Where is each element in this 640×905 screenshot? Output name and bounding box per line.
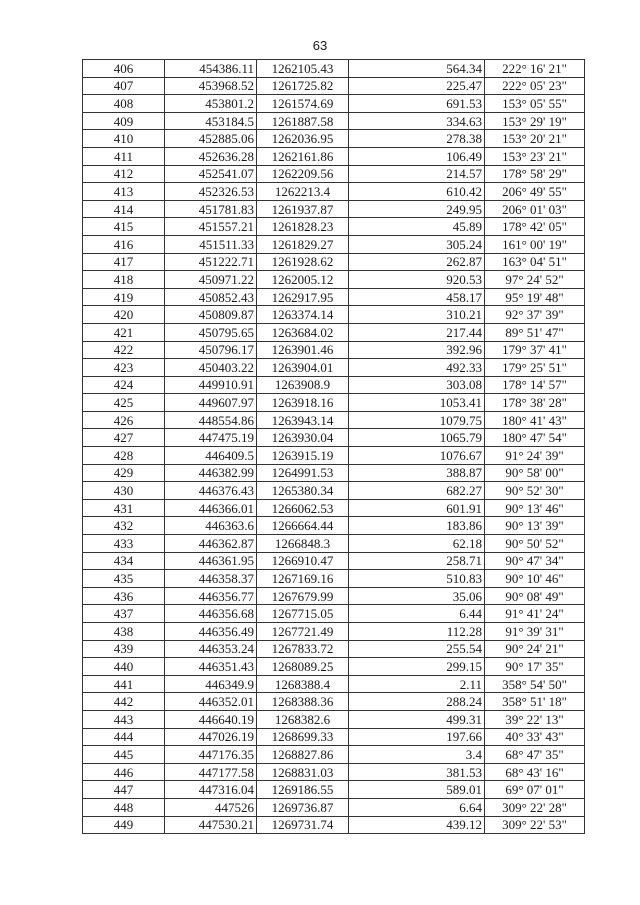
table-row <box>83 798 585 816</box>
x-coordinate-cell: 447526 <box>165 798 257 816</box>
table-row <box>83 200 585 218</box>
table-row <box>83 447 585 465</box>
y-coordinate-cell: 1269186.55 <box>257 781 349 799</box>
bearing-cell: 91° 39' 31" <box>485 623 585 641</box>
y-coordinate-cell: 1268388.36 <box>257 693 349 711</box>
table-row <box>83 165 585 183</box>
distance-cell: 106.49 <box>349 147 485 165</box>
point-number-cell: 433 <box>83 535 165 553</box>
table-row <box>83 218 585 236</box>
table-row <box>83 570 585 588</box>
y-coordinate-cell: 1263915.19 <box>257 447 349 465</box>
x-coordinate-cell: 446349.9 <box>165 675 257 693</box>
point-number-cell: 408 <box>83 95 165 113</box>
x-coordinate-cell: 448554.86 <box>165 411 257 429</box>
y-coordinate-cell: 1261829.27 <box>257 235 349 253</box>
table-row <box>83 464 585 482</box>
table-row <box>83 781 585 799</box>
point-number-cell: 410 <box>83 130 165 148</box>
distance-cell: 255.54 <box>349 640 485 658</box>
distance-cell: 258.71 <box>349 552 485 570</box>
bearing-cell: 90° 47' 34" <box>485 552 585 570</box>
table-row <box>83 271 585 289</box>
x-coordinate-cell: 446362.87 <box>165 535 257 553</box>
table-row <box>83 587 585 605</box>
point-number-cell: 409 <box>83 112 165 130</box>
distance-cell: 262.87 <box>349 253 485 271</box>
x-coordinate-cell: 452636.28 <box>165 147 257 165</box>
y-coordinate-cell: 1267715.05 <box>257 605 349 623</box>
table-row <box>83 235 585 253</box>
bearing-cell: 40° 33' 43" <box>485 728 585 746</box>
distance-cell: 392.96 <box>349 341 485 359</box>
distance-cell: 217.44 <box>349 323 485 341</box>
table-row <box>83 411 585 429</box>
y-coordinate-cell: 1261828.23 <box>257 218 349 236</box>
point-number-cell: 447 <box>83 781 165 799</box>
table-row <box>83 710 585 728</box>
point-number-cell: 435 <box>83 570 165 588</box>
table-row <box>83 535 585 553</box>
bearing-cell: 309° 22' 28" <box>485 798 585 816</box>
point-number-cell: 416 <box>83 235 165 253</box>
table-row <box>83 376 585 394</box>
bearing-cell: 163° 04' 51" <box>485 253 585 271</box>
y-coordinate-cell: 1268382.6 <box>257 710 349 728</box>
x-coordinate-cell: 450796.17 <box>165 341 257 359</box>
distance-cell: 381.53 <box>349 763 485 781</box>
distance-cell: 305.24 <box>349 235 485 253</box>
point-number-cell: 422 <box>83 341 165 359</box>
y-coordinate-cell: 1268089.25 <box>257 658 349 676</box>
table-row <box>83 658 585 676</box>
point-number-cell: 442 <box>83 693 165 711</box>
bearing-cell: 90° 24' 21" <box>485 640 585 658</box>
bearing-cell: 179° 37' 41" <box>485 341 585 359</box>
table-row <box>83 640 585 658</box>
x-coordinate-cell: 446409.5 <box>165 447 257 465</box>
table-row <box>83 394 585 412</box>
bearing-cell: 68° 43' 16" <box>485 763 585 781</box>
distance-cell: 6.44 <box>349 605 485 623</box>
bearing-cell: 178° 38' 28" <box>485 394 585 412</box>
x-coordinate-cell: 453968.52 <box>165 77 257 95</box>
x-coordinate-cell: 446366.01 <box>165 499 257 517</box>
distance-cell: 499.31 <box>349 710 485 728</box>
point-number-cell: 431 <box>83 499 165 517</box>
distance-cell: 589.01 <box>349 781 485 799</box>
point-number-cell: 448 <box>83 798 165 816</box>
x-coordinate-cell: 451222.71 <box>165 253 257 271</box>
y-coordinate-cell: 1269736.87 <box>257 798 349 816</box>
distance-cell: 35.06 <box>349 587 485 605</box>
distance-cell: 610.42 <box>349 183 485 201</box>
distance-cell: 334.63 <box>349 112 485 130</box>
bearing-cell: 178° 58' 29" <box>485 165 585 183</box>
bearing-cell: 179° 25' 51" <box>485 359 585 377</box>
table-row <box>83 341 585 359</box>
point-number-cell: 444 <box>83 728 165 746</box>
bearing-cell: 90° 17' 35" <box>485 658 585 676</box>
y-coordinate-cell: 1262213.4 <box>257 183 349 201</box>
table-row <box>83 112 585 130</box>
y-coordinate-cell: 1263684.02 <box>257 323 349 341</box>
y-coordinate-cell: 1263908.9 <box>257 376 349 394</box>
bearing-cell: 68° 47' 35" <box>485 746 585 764</box>
y-coordinate-cell: 1263374.14 <box>257 306 349 324</box>
y-coordinate-cell: 1261887.58 <box>257 112 349 130</box>
y-coordinate-cell: 1264991.53 <box>257 464 349 482</box>
bearing-cell: 309° 22' 53" <box>485 816 585 834</box>
point-number-cell: 428 <box>83 447 165 465</box>
table-row <box>83 746 585 764</box>
table-row <box>83 147 585 165</box>
bearing-cell: 153° 29' 19" <box>485 112 585 130</box>
distance-cell: 1065.79 <box>349 429 485 447</box>
bearing-cell: 69° 07' 01" <box>485 781 585 799</box>
table-row <box>83 482 585 500</box>
bearing-cell: 206° 49' 55" <box>485 183 585 201</box>
distance-cell: 288.24 <box>349 693 485 711</box>
x-coordinate-cell: 452885.06 <box>165 130 257 148</box>
bearing-cell: 90° 10' 46" <box>485 570 585 588</box>
distance-cell: 249.95 <box>349 200 485 218</box>
bearing-cell: 91° 24' 39" <box>485 447 585 465</box>
y-coordinate-cell: 1267833.72 <box>257 640 349 658</box>
x-coordinate-cell: 447176.35 <box>165 746 257 764</box>
x-coordinate-cell: 446361.95 <box>165 552 257 570</box>
bearing-cell: 178° 14' 57" <box>485 376 585 394</box>
x-coordinate-cell: 452326.53 <box>165 183 257 201</box>
bearing-cell: 153° 23' 21" <box>485 147 585 165</box>
x-coordinate-cell: 447177.58 <box>165 763 257 781</box>
point-number-cell: 418 <box>83 271 165 289</box>
x-coordinate-cell: 450852.43 <box>165 288 257 306</box>
distance-cell: 278.38 <box>349 130 485 148</box>
bearing-cell: 180° 47' 54" <box>485 429 585 447</box>
table-row <box>83 499 585 517</box>
point-number-cell: 436 <box>83 587 165 605</box>
table-row <box>83 306 585 324</box>
distance-cell: 458.17 <box>349 288 485 306</box>
y-coordinate-cell: 1261725.82 <box>257 77 349 95</box>
distance-cell: 1079.75 <box>349 411 485 429</box>
distance-cell: 492.33 <box>349 359 485 377</box>
y-coordinate-cell: 1263904.01 <box>257 359 349 377</box>
point-number-cell: 414 <box>83 200 165 218</box>
point-number-cell: 426 <box>83 411 165 429</box>
distance-cell: 691.53 <box>349 95 485 113</box>
point-number-cell: 421 <box>83 323 165 341</box>
x-coordinate-cell: 451781.83 <box>165 200 257 218</box>
y-coordinate-cell: 1265380.34 <box>257 482 349 500</box>
x-coordinate-cell: 446356.49 <box>165 623 257 641</box>
coordinates-table-body <box>83 60 585 834</box>
point-number-cell: 407 <box>83 77 165 95</box>
y-coordinate-cell: 1267169.16 <box>257 570 349 588</box>
point-number-cell: 411 <box>83 147 165 165</box>
bearing-cell: 153° 05' 55" <box>485 95 585 113</box>
point-number-cell: 443 <box>83 710 165 728</box>
table-row <box>83 77 585 95</box>
table-row <box>83 95 585 113</box>
bearing-cell: 89° 51' 47" <box>485 323 585 341</box>
x-coordinate-cell: 446363.6 <box>165 517 257 535</box>
distance-cell: 183.86 <box>349 517 485 535</box>
distance-cell: 303.08 <box>349 376 485 394</box>
point-number-cell: 413 <box>83 183 165 201</box>
distance-cell: 439.12 <box>349 816 485 834</box>
bearing-cell: 180° 41' 43" <box>485 411 585 429</box>
page-number: 63 <box>312 38 328 53</box>
point-number-cell: 440 <box>83 658 165 676</box>
distance-cell: 197.66 <box>349 728 485 746</box>
point-number-cell: 420 <box>83 306 165 324</box>
table-row <box>83 763 585 781</box>
x-coordinate-cell: 447316.04 <box>165 781 257 799</box>
point-number-cell: 445 <box>83 746 165 764</box>
point-number-cell: 423 <box>83 359 165 377</box>
x-coordinate-cell: 446640.19 <box>165 710 257 728</box>
distance-cell: 510.83 <box>349 570 485 588</box>
distance-cell: 62.18 <box>349 535 485 553</box>
bearing-cell: 90° 13' 46" <box>485 499 585 517</box>
bearing-cell: 39° 22' 13" <box>485 710 585 728</box>
point-number-cell: 434 <box>83 552 165 570</box>
y-coordinate-cell: 1263918.16 <box>257 394 349 412</box>
bearing-cell: 97° 24' 52" <box>485 271 585 289</box>
y-coordinate-cell: 1263901.46 <box>257 341 349 359</box>
bearing-cell: 91° 41' 24" <box>485 605 585 623</box>
point-number-cell: 425 <box>83 394 165 412</box>
x-coordinate-cell: 452541.07 <box>165 165 257 183</box>
table-row <box>83 816 585 834</box>
bearing-cell: 178° 42' 05" <box>485 218 585 236</box>
table-row <box>83 693 585 711</box>
point-number-cell: 438 <box>83 623 165 641</box>
x-coordinate-cell: 447530.21 <box>165 816 257 834</box>
table-row <box>83 675 585 693</box>
x-coordinate-cell: 450403.22 <box>165 359 257 377</box>
y-coordinate-cell: 1262105.43 <box>257 60 349 78</box>
table-row <box>83 323 585 341</box>
distance-cell: 2.11 <box>349 675 485 693</box>
y-coordinate-cell: 1261928.62 <box>257 253 349 271</box>
point-number-cell: 437 <box>83 605 165 623</box>
x-coordinate-cell: 447475.19 <box>165 429 257 447</box>
point-number-cell: 432 <box>83 517 165 535</box>
y-coordinate-cell: 1268388.4 <box>257 675 349 693</box>
x-coordinate-cell: 446351.43 <box>165 658 257 676</box>
distance-cell: 112.28 <box>349 623 485 641</box>
y-coordinate-cell: 1268827.86 <box>257 746 349 764</box>
distance-cell: 45.89 <box>349 218 485 236</box>
distance-cell: 214.57 <box>349 165 485 183</box>
y-coordinate-cell: 1263930.04 <box>257 429 349 447</box>
bearing-cell: 90° 58' 00" <box>485 464 585 482</box>
y-coordinate-cell: 1262209.56 <box>257 165 349 183</box>
bearing-cell: 206° 01' 03" <box>485 200 585 218</box>
y-coordinate-cell: 1268831.03 <box>257 763 349 781</box>
table-row <box>83 517 585 535</box>
point-number-cell: 412 <box>83 165 165 183</box>
x-coordinate-cell: 450809.87 <box>165 306 257 324</box>
x-coordinate-cell: 449607.97 <box>165 394 257 412</box>
distance-cell: 299.15 <box>349 658 485 676</box>
x-coordinate-cell: 446358.37 <box>165 570 257 588</box>
table-row <box>83 728 585 746</box>
y-coordinate-cell: 1266848.3 <box>257 535 349 553</box>
distance-cell: 225.47 <box>349 77 485 95</box>
bearing-cell: 161° 00' 19" <box>485 235 585 253</box>
point-number-cell: 417 <box>83 253 165 271</box>
y-coordinate-cell: 1267721.49 <box>257 623 349 641</box>
bearing-cell: 92° 37' 39" <box>485 306 585 324</box>
bearing-cell: 358° 51' 18" <box>485 693 585 711</box>
y-coordinate-cell: 1266910.47 <box>257 552 349 570</box>
distance-cell: 3.4 <box>349 746 485 764</box>
x-coordinate-cell: 447026.19 <box>165 728 257 746</box>
table-row <box>83 429 585 447</box>
x-coordinate-cell: 453801.2 <box>165 95 257 113</box>
bearing-cell: 90° 13' 39" <box>485 517 585 535</box>
table-row <box>83 60 585 78</box>
y-coordinate-cell: 1266664.44 <box>257 517 349 535</box>
point-number-cell: 449 <box>83 816 165 834</box>
bearing-cell: 90° 08' 49" <box>485 587 585 605</box>
bearing-cell: 222° 05' 23" <box>485 77 585 95</box>
x-coordinate-cell: 446376.43 <box>165 482 257 500</box>
bearing-cell: 358° 54' 50" <box>485 675 585 693</box>
distance-cell: 6.64 <box>349 798 485 816</box>
x-coordinate-cell: 446353.24 <box>165 640 257 658</box>
distance-cell: 310.21 <box>349 306 485 324</box>
distance-cell: 601.91 <box>349 499 485 517</box>
y-coordinate-cell: 1262005.12 <box>257 271 349 289</box>
y-coordinate-cell: 1262161.86 <box>257 147 349 165</box>
point-number-cell: 446 <box>83 763 165 781</box>
distance-cell: 1053.41 <box>349 394 485 412</box>
distance-cell: 920.53 <box>349 271 485 289</box>
table-row <box>83 359 585 377</box>
y-coordinate-cell: 1261937.87 <box>257 200 349 218</box>
table-row <box>83 288 585 306</box>
table-row <box>83 623 585 641</box>
x-coordinate-cell: 450795.65 <box>165 323 257 341</box>
x-coordinate-cell: 446352.01 <box>165 693 257 711</box>
x-coordinate-cell: 446356.68 <box>165 605 257 623</box>
point-number-cell: 424 <box>83 376 165 394</box>
bearing-cell: 90° 50' 52" <box>485 535 585 553</box>
bearing-cell: 153° 20' 21" <box>485 130 585 148</box>
point-number-cell: 419 <box>83 288 165 306</box>
x-coordinate-cell: 454386.11 <box>165 60 257 78</box>
y-coordinate-cell: 1267679.99 <box>257 587 349 605</box>
y-coordinate-cell: 1268699.33 <box>257 728 349 746</box>
y-coordinate-cell: 1262036.95 <box>257 130 349 148</box>
x-coordinate-cell: 451511.33 <box>165 235 257 253</box>
y-coordinate-cell: 1269731.74 <box>257 816 349 834</box>
x-coordinate-cell: 450971.22 <box>165 271 257 289</box>
table-row <box>83 253 585 271</box>
point-number-cell: 430 <box>83 482 165 500</box>
table-row <box>83 130 585 148</box>
bearing-cell: 95° 19' 48" <box>485 288 585 306</box>
table-row <box>83 605 585 623</box>
point-number-cell: 429 <box>83 464 165 482</box>
point-number-cell: 406 <box>83 60 165 78</box>
distance-cell: 682.27 <box>349 482 485 500</box>
table-row <box>83 552 585 570</box>
distance-cell: 564.34 <box>349 60 485 78</box>
bearing-cell: 222° 16' 21" <box>485 60 585 78</box>
table-row <box>83 183 585 201</box>
distance-cell: 1076.67 <box>349 447 485 465</box>
x-coordinate-cell: 446382.99 <box>165 464 257 482</box>
point-number-cell: 415 <box>83 218 165 236</box>
coordinates-table <box>82 59 585 834</box>
point-number-cell: 439 <box>83 640 165 658</box>
x-coordinate-cell: 449910.91 <box>165 376 257 394</box>
bearing-cell: 90° 52' 30" <box>485 482 585 500</box>
y-coordinate-cell: 1263943.14 <box>257 411 349 429</box>
x-coordinate-cell: 453184.5 <box>165 112 257 130</box>
x-coordinate-cell: 451557.21 <box>165 218 257 236</box>
distance-cell: 388.87 <box>349 464 485 482</box>
y-coordinate-cell: 1261574.69 <box>257 95 349 113</box>
x-coordinate-cell: 446356.77 <box>165 587 257 605</box>
point-number-cell: 441 <box>83 675 165 693</box>
y-coordinate-cell: 1262917.95 <box>257 288 349 306</box>
y-coordinate-cell: 1266062.53 <box>257 499 349 517</box>
point-number-cell: 427 <box>83 429 165 447</box>
